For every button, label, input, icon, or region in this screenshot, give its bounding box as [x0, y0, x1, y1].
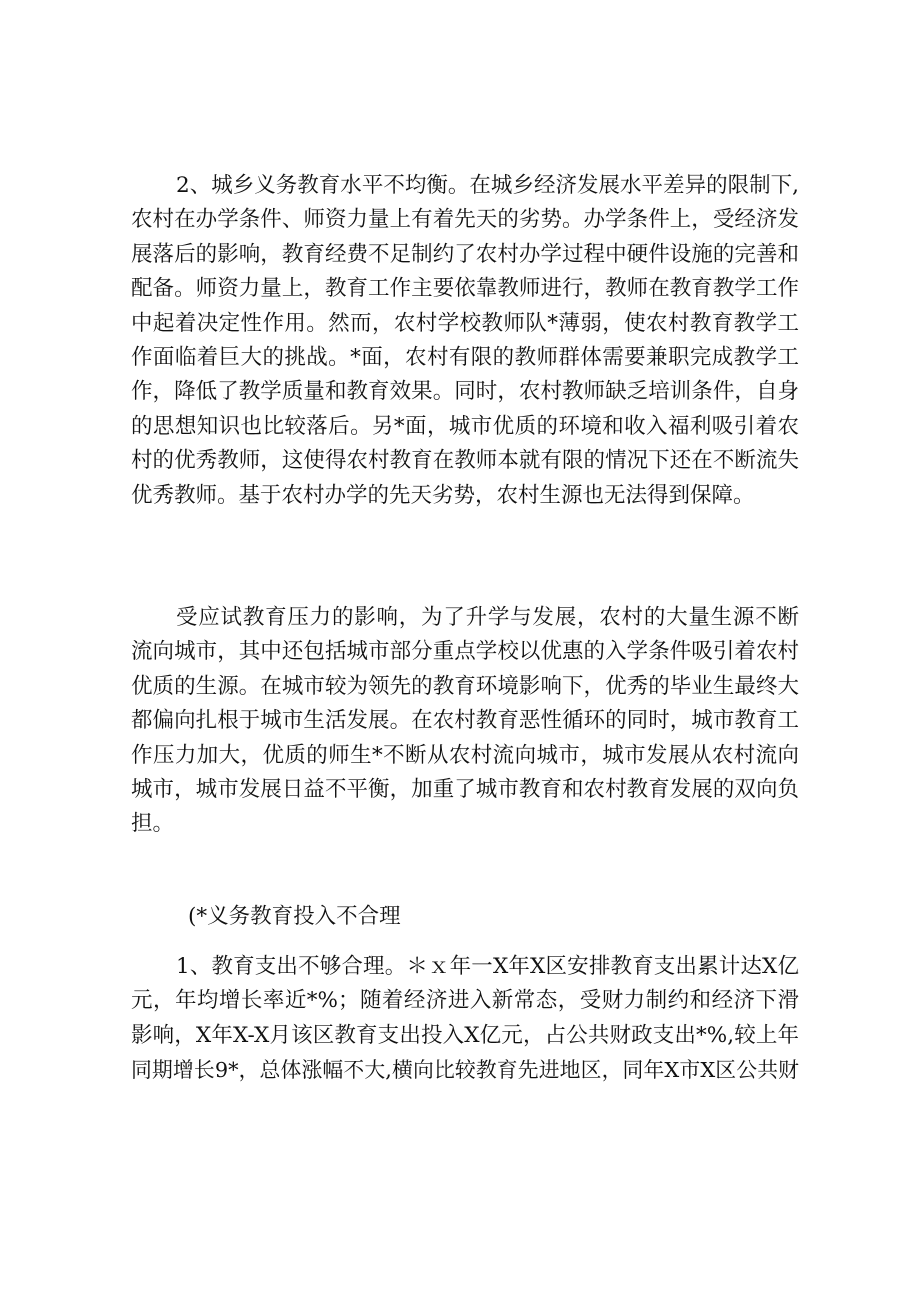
- text-line: 都偏向扎根于城市生活发展。在农村教育恶性循环的同时，城市教育工: [131, 708, 799, 734]
- text-line: 影响，X年X-X月该区教育支出投入X亿元，占公共财政支出*%,较上年: [131, 1022, 799, 1048]
- text-line: 2、城乡义务教育水平不均衡。在城乡经济发展水平差异的限制下,: [176, 173, 799, 198]
- text-line: 流向城市，其中还包括城市部分重点学校以优惠的入学条件吸引着农村: [131, 639, 799, 665]
- paragraph-rural-urban-imbalance: [131, 169, 799, 513]
- text-line: 中起着决定性作用。然而，农村学校教师队*薄弱，使农村教育教学工: [131, 310, 799, 336]
- text-line: 受应试教育压力的影响，为了升学与发展，农村的大量生源不断: [176, 605, 799, 630]
- text-line: 担。: [131, 811, 175, 837]
- text-line: 作压力加大，优质的师生*不断从农村流向城市，城市发展从农村流向: [131, 742, 799, 768]
- text-line: 优秀教师。基于农村办学的先天劣势，农村生源也无法得到保障。: [131, 482, 755, 508]
- paragraph-education-spending: [131, 950, 799, 1088]
- text-line: 展落后的影响，教育经费不足制约了农村办学过程中硬件设施的完善和: [131, 241, 799, 267]
- text-line: 作面临着巨大的挑战。*面，农村有限的教师群体需要兼职完成教学工: [131, 344, 799, 370]
- section-heading: [131, 900, 799, 934]
- text-line: 配备。师资力量上，教育工作主要依靠教师进行，教师在教育教学工作: [131, 276, 799, 302]
- heading-text: (*义务教育投入不合理: [188, 904, 401, 929]
- text-line: 城市，城市发展日益不平衡，加重了城市教育和农村教育发展的双向负: [131, 776, 799, 802]
- paragraph-exam-pressure: [131, 601, 799, 842]
- text-line: 作，降低了教学质量和教育效果。同时，农村教师缺乏培训条件，自身: [131, 379, 799, 405]
- text-line: 的思想知识也比较落后。另*面，城市优质的环境和收入福利吸引着农: [131, 413, 799, 439]
- text-line: 农村在办学条件、师资力量上有着先天的劣势。办学条件上，受经济发: [131, 207, 799, 233]
- text-line: 元，年均增长率近*%；随着经济进入新常态，受财力制约和经济下滑: [131, 988, 799, 1014]
- text-line: 村的优秀教师，这使得农村教育在教师本就有限的情况下还在不断流失: [131, 448, 799, 474]
- text-line: 同期增长9*，总体涨幅不大,横向比较教育先进地区，同年X市X区公共财: [131, 1058, 799, 1083]
- text-line: 优质的生源。在城市较为领先的教育环境影响下，优秀的毕业生最终大: [131, 673, 799, 699]
- text-line: 1、教育支出不够合理。＊ｘ年一X年X区安排教育支出累计达X亿: [176, 954, 799, 979]
